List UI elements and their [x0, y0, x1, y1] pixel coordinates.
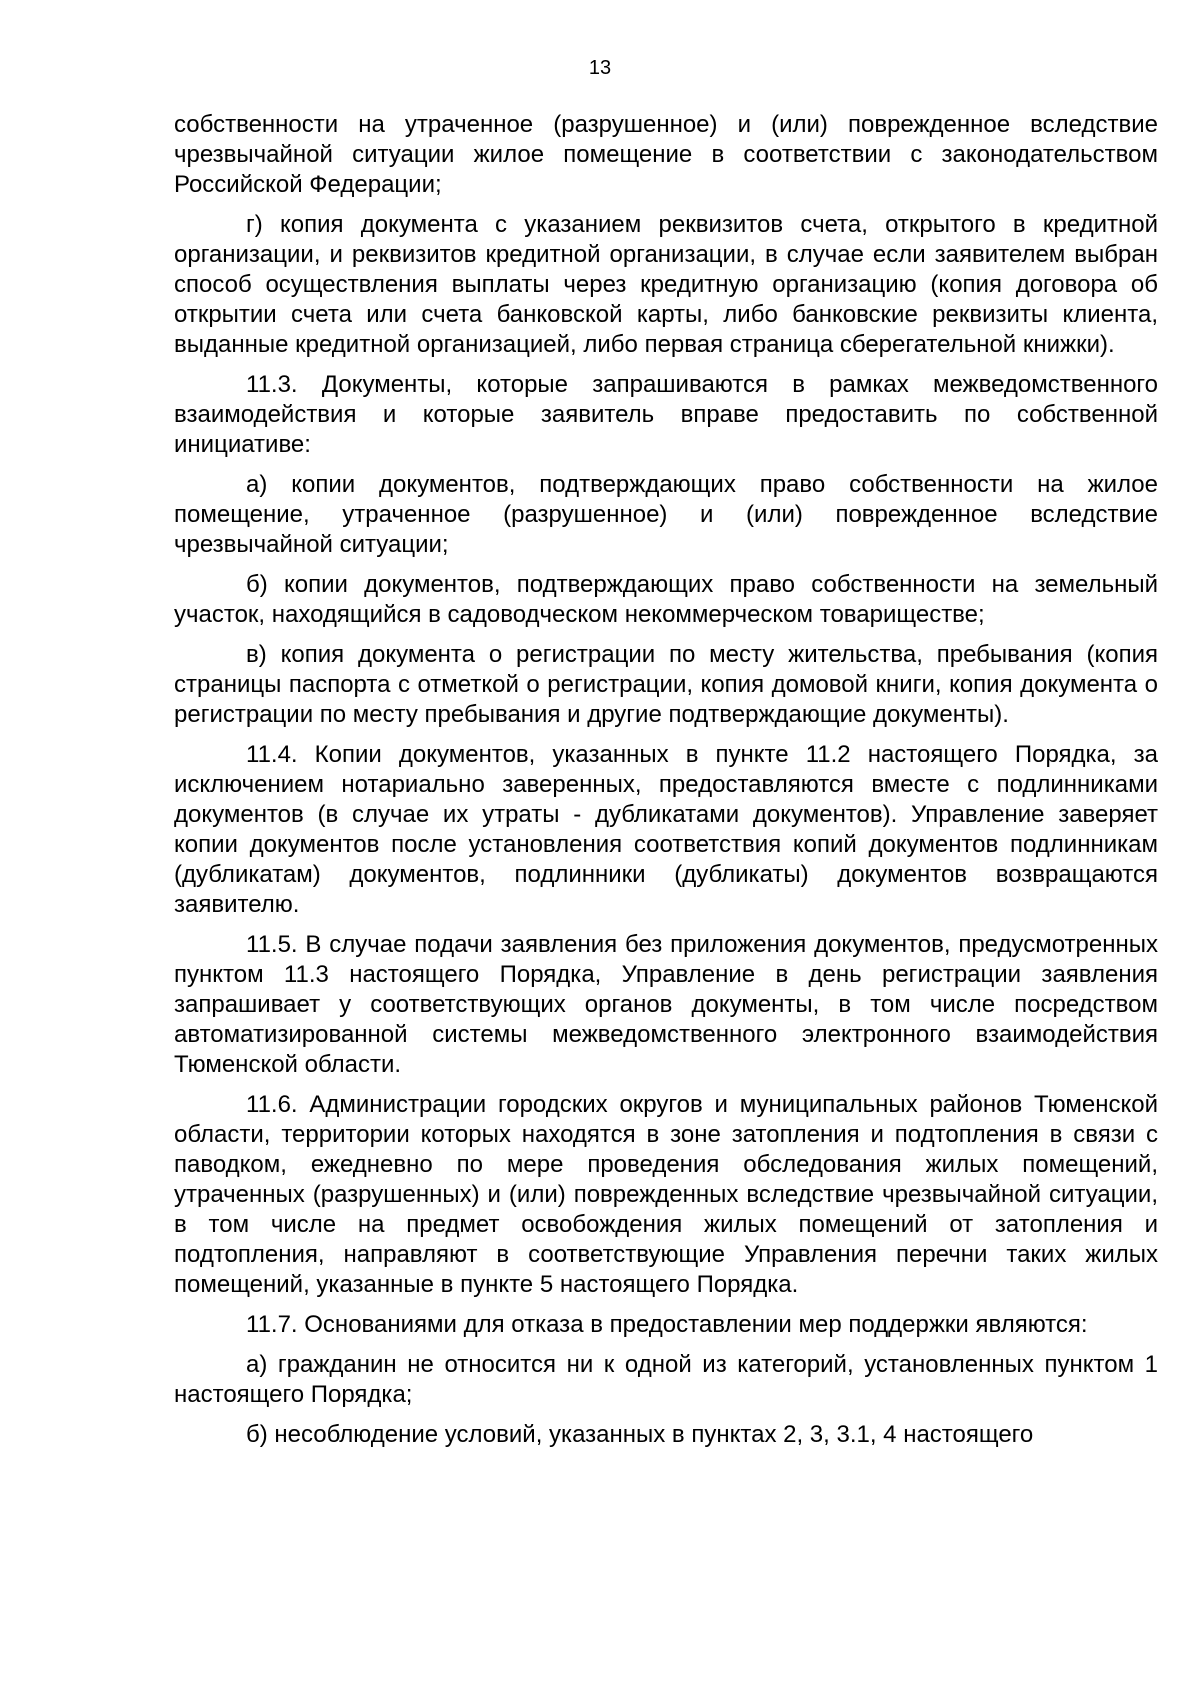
paragraph-continuation: собственности на утраченное (разрушенное) и (или) поврежденное вследствие чрезвычайной ситуации жилое помещение в соответствии с законодательством Российской Федерации;: [174, 111, 1158, 198]
paragraph-item-b: б) копии документов, подтверждающих право собственности на земельный участок, находящийся в садоводческом некоммерческом товариществе;: [174, 571, 1158, 628]
page-number: 13: [588, 57, 612, 79]
document-body: [174, 110, 1158, 1460]
paragraph-item-g: г) копия документа с указанием реквизитов счета, открытого в кредитной организации, и реквизитов кредитной организации, в случае если заявителем выбран способ осуществления выплаты через кредитную организацию (копия договора об открытии счета или счета банковской карты, либо банковские реквизиты клиента, выданные кредитной организацией, либо первая страница сберегательной книжки).: [174, 211, 1158, 358]
paragraph-refusal-b: б) несоблюдение условий, указанных в пунктах 2, 3, 3.1, 4 настоящего: [246, 1421, 1034, 1448]
paragraph-11-3: 11.3. Документы, которые запрашиваются в рамках межведомственного взаимодействия и которые заявитель вправе предоставить по собственной инициативе:: [174, 371, 1158, 458]
paragraph-refusal-a: а) гражданин не относится ни к одной из категорий, установленных пунктом 1 настоящего Порядка;: [174, 1351, 1158, 1408]
paragraph-11-7: 11.7. Основаниями для отказа в предоставлении мер поддержки являются:: [246, 1311, 1088, 1338]
paragraph-item-v: в) копия документа о регистрации по месту жительства, пребывания (копия страницы паспорта с отметкой о регистрации, копия домовой книги, копия документа о регистрации по месту пребывания и другие подтверждающие документы).: [174, 641, 1158, 728]
paragraph-11-5: 11.5. В случае подачи заявления без приложения документов, предусмотренных пунктом 11.3 настоящего Порядка, Управление в день регистрации заявления запрашивает у соответствующих органов документы, в том числе посредством автоматизированной системы межведомственного электронного взаимодействия Тюменской области.: [174, 931, 1158, 1078]
paragraph-11-6: 11.6. Администрации городских округов и муниципальных районов Тюменской области, территории которых находятся в зоне затопления и подтопления в связи с паводком, ежедневно по мере проведения обследования жилых помещений, утраченных (разрушенных) и (или) поврежденных вследствие чрезвычайной ситуации, в том числе на предмет освобождения жилых помещений от затопления и подтопления, направляют в соответствующие Управления перечни таких жилых помещений, указанные в пункте 5 настоящего Порядка.: [174, 1091, 1158, 1298]
paragraph-item-a: а) копии документов, подтверждающих право собственности на жилое помещение, утраченное (разрушенное) и (или) поврежденное вследствие чрезвычайной ситуации;: [174, 471, 1158, 558]
paragraph-11-4: 11.4. Копии документов, указанных в пункте 11.2 настоящего Порядка, за исключением нотариально заверенных, предоставляются вместе с подлинниками документов (в случае их утраты - дубликатами документов). Управление заверяет копии документов после установления соответствия копий документов подлинникам (дубликатам) документов, подлинники (дубликаты) документов возвращаются заявителю.: [174, 741, 1158, 918]
